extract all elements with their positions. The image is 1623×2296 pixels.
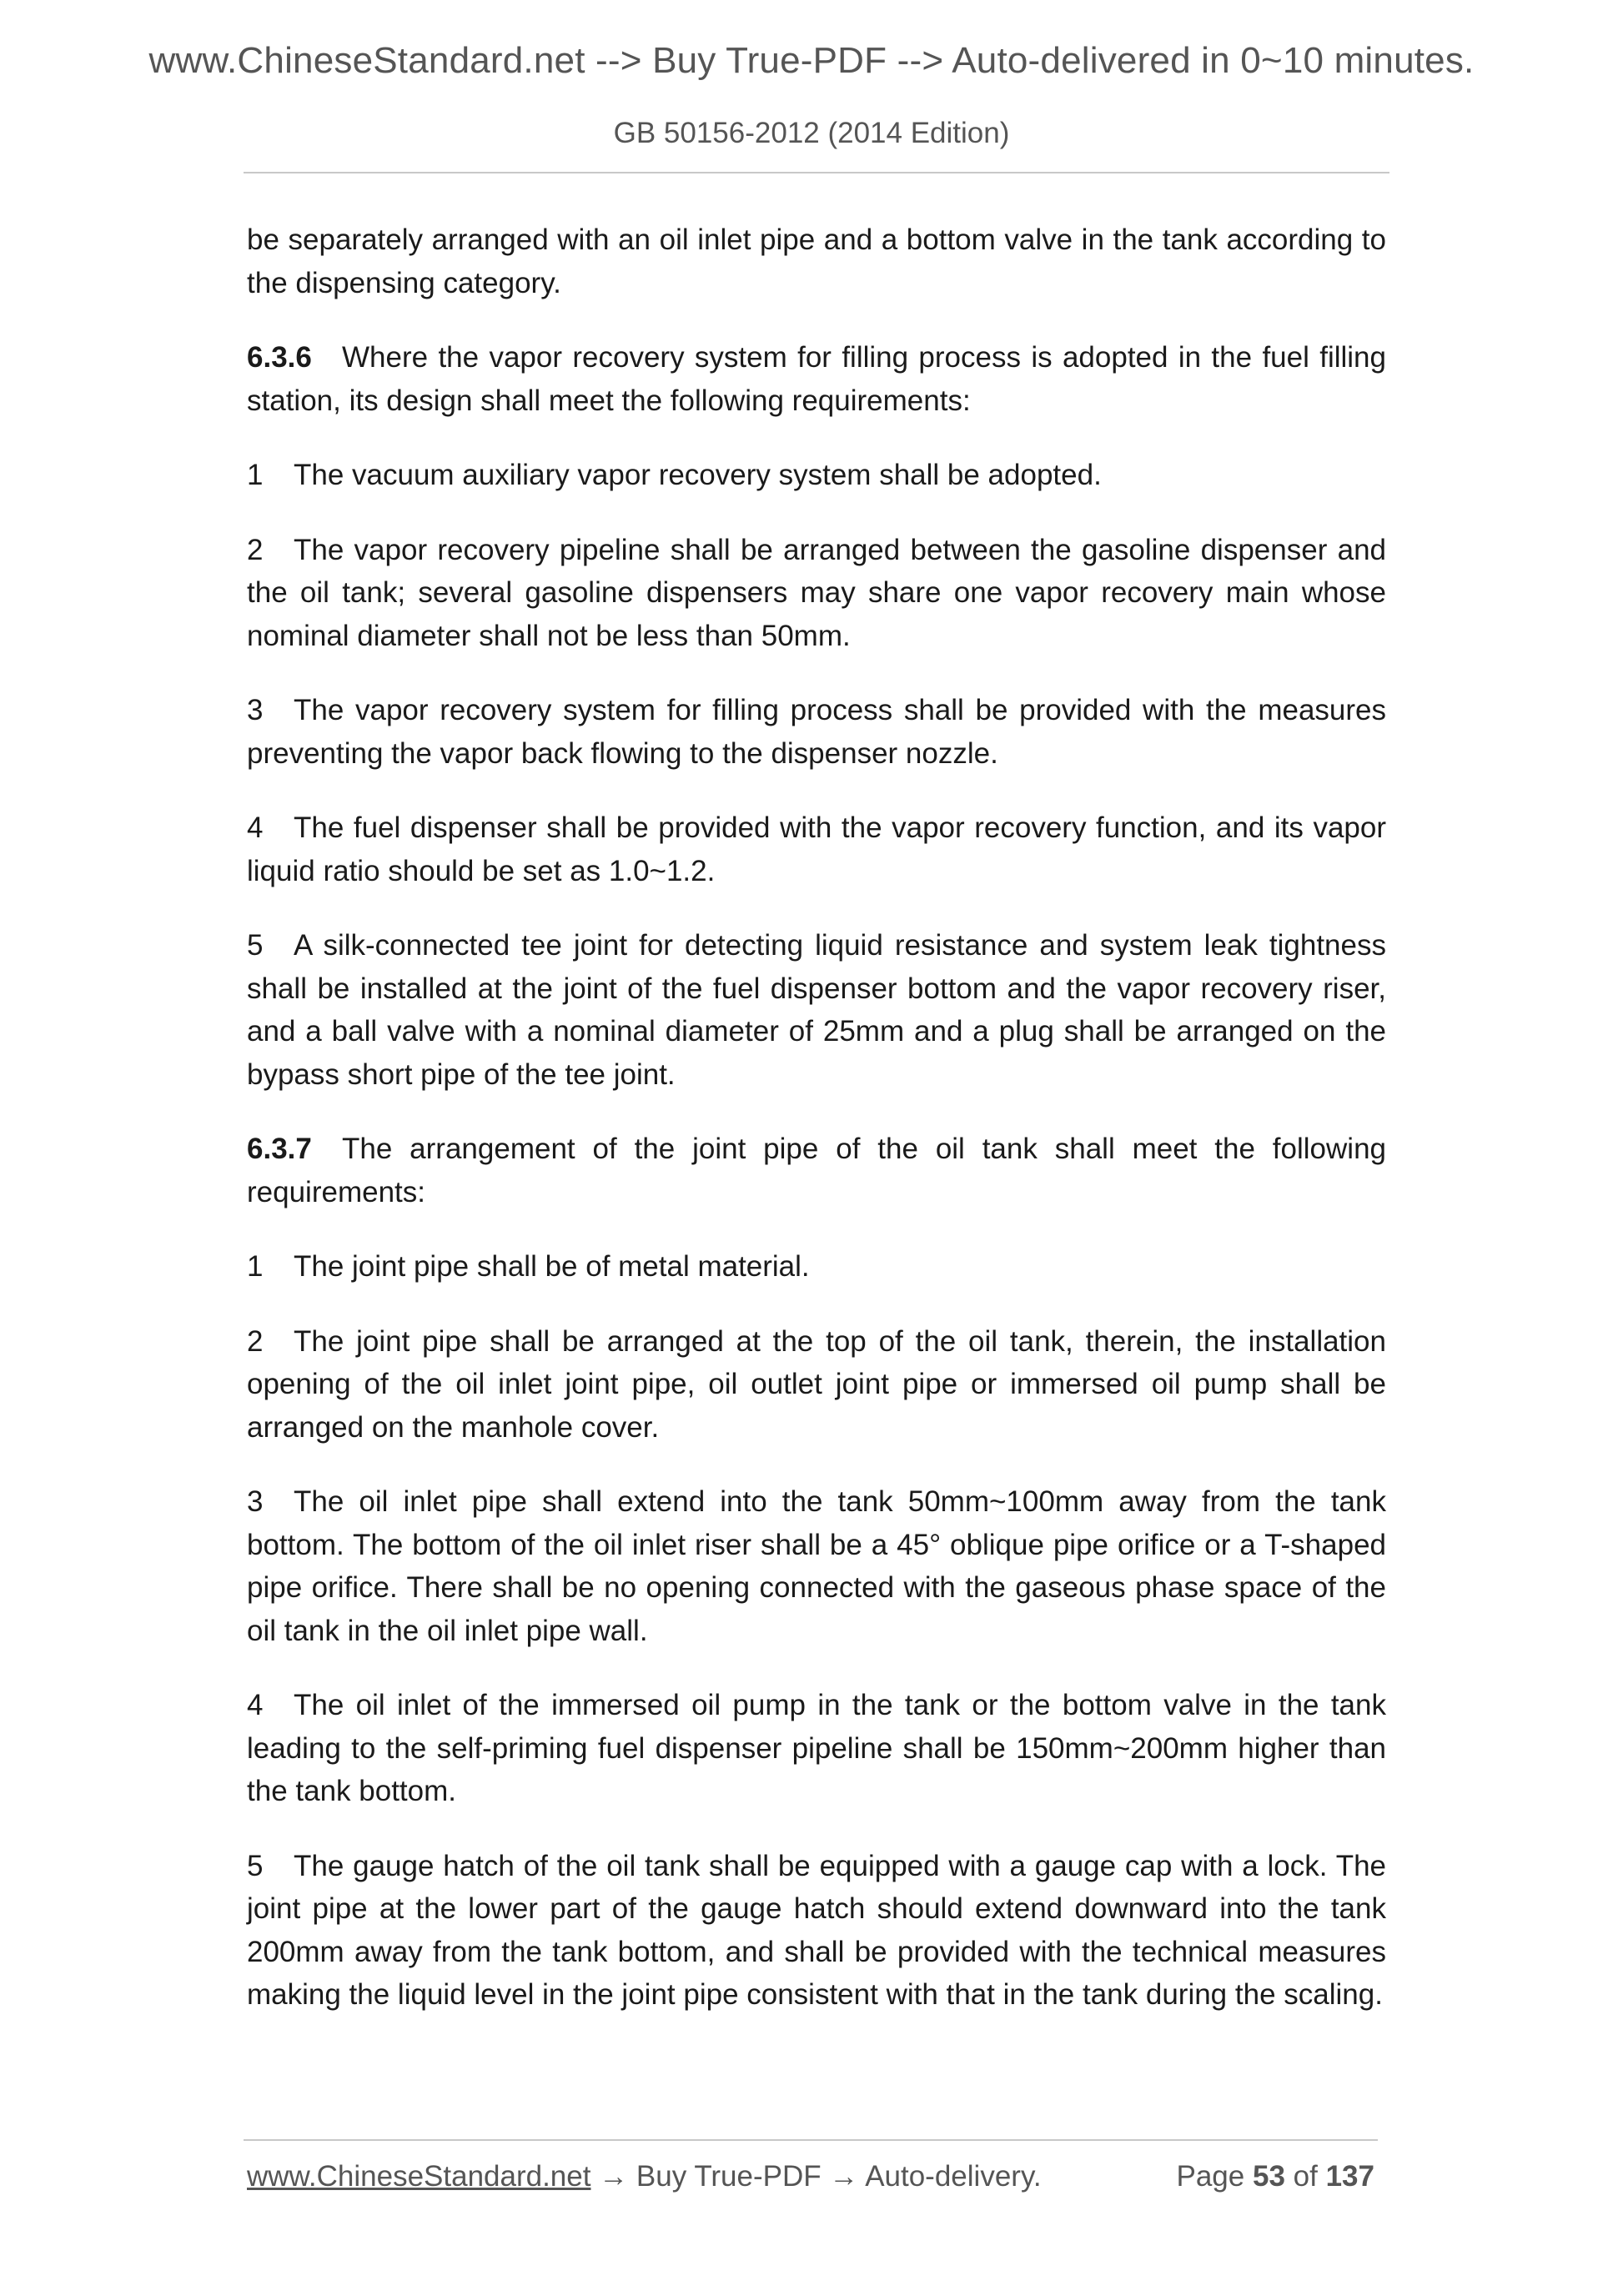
- item-number: 1: [247, 459, 264, 491]
- page-number: [1177, 2160, 1375, 2193]
- item-number: 3: [247, 1485, 264, 1518]
- clause-6-3-7: [247, 1128, 1386, 1213]
- top-banner[interactable]: www.ChineseStandard.net --> Buy True-PDF --> Auto-delivered in 0~10 minutes.: [148, 40, 1475, 81]
- item-text: The gauge hatch of the oil tank shall be equipped with a gauge cap with a lock. The joint pipe at the lower part of the gauge hatch should extend downward into the tank 200mm away from the tank bottom, and shall be provided with the technical measures making the liquid level in the joint pipe consistent with that in the tank during the scaling.: [247, 1849, 1386, 2011]
- list-item: [247, 1684, 1386, 1813]
- item-number: 4: [247, 811, 264, 844]
- item-number: 3: [247, 694, 264, 726]
- list-item: [247, 806, 1386, 892]
- list-item: [247, 529, 1386, 658]
- list-item: [247, 454, 1386, 497]
- item-text: The joint pipe shall be arranged at the top of the oil tank, therein, the installation opening of the oil inlet joint pipe, oil outlet joint pipe or immersed oil pump shall be arranged on the manhole cover.: [247, 1324, 1386, 1444]
- item-number: 2: [247, 533, 264, 566]
- footer-site-link[interactable]: www.ChineseStandard.net: [247, 2160, 591, 2193]
- page-label: Page: [1176, 2160, 1245, 2193]
- page-total: 137: [1325, 2160, 1374, 2193]
- continuation-paragraph: be separately arranged with an oil inlet pipe and a bottom valve in the tank according to the dispensing category.: [247, 224, 1386, 299]
- item-text: The vapor recovery pipeline shall be arranged between the gasoline dispenser and the oil tank; several gasoline dispensers may share one vapor recovery main whose nominal diameter shall not be less than 50mm.: [247, 533, 1386, 652]
- of-label: of: [1293, 2160, 1318, 2193]
- list-item: [247, 924, 1386, 1096]
- footer-buy-text: Buy True-PDF: [636, 2160, 822, 2193]
- clause-text: The arrangement of the joint pipe of the oil tank shall meet the following requirements:: [247, 1133, 1386, 1208]
- item-number: 5: [247, 929, 264, 962]
- item-number: 1: [247, 1250, 264, 1283]
- clause-6-3-6: [247, 336, 1386, 422]
- item-number: 4: [247, 1689, 264, 1721]
- list-item: [247, 689, 1386, 775]
- item-text: A silk-connected tee joint for detecting liquid resistance and system leak tightness shall be installed at the joint of the fuel dispenser bottom and the vapor recovery riser, and a ball valve with a nominal diameter of 25mm and a plug shall be arranged on the bypass short pipe of the tee joint.: [247, 929, 1386, 1091]
- list-item: [247, 1480, 1386, 1652]
- page-current: 53: [1252, 2160, 1285, 2193]
- footer-links: [247, 2160, 1042, 2193]
- clause-number: 6.3.6: [247, 341, 312, 374]
- item-text: The oil inlet pipe shall extend into the tank 50mm~100mm away from the tank bottom. The bottom of the oil inlet riser shall be a 45° oblique pipe orifice or a T-shaped pipe orifice. There shall be no opening connected with the gaseous phase space of the oil tank in the oil inlet pipe wall.: [247, 1485, 1386, 1647]
- footer-auto-text: Auto-delivery.: [865, 2160, 1042, 2193]
- list-item: [247, 1245, 1386, 1289]
- item-number: 5: [247, 1849, 264, 1882]
- arrow-icon: →: [821, 2160, 866, 2193]
- item-text: The vacuum auxiliary vapor recovery system shall be adopted.: [294, 459, 1102, 491]
- clause-text: Where the vapor recovery system for filling process is adopted in the fuel filling station, its design shall meet the following requirements:: [247, 341, 1386, 417]
- item-text: The vapor recovery system for filling process shall be provided with the measures preventing the vapor back flowing to the dispenser nozzle.: [247, 694, 1386, 770]
- item-text: The fuel dispenser shall be provided with the vapor recovery function, and its vapor liquid ratio should be set as 1.0~1.2.: [247, 811, 1386, 887]
- arrow-icon: →: [590, 2160, 636, 2193]
- header-divider: [244, 172, 1389, 173]
- item-text: The oil inlet of the immersed oil pump in the tank or the bottom valve in the tank leading to the self-priming fuel dispenser pipeline shall be 150mm~200mm higher than the tank bottom.: [247, 1689, 1386, 1807]
- document-id: GB 50156-2012 (2014 Edition): [613, 117, 1010, 149]
- footer-divider: [244, 2139, 1378, 2141]
- list-item: [247, 1320, 1386, 1449]
- clause-number: 6.3.7: [247, 1133, 312, 1165]
- list-item: [247, 1845, 1386, 2017]
- item-text: The joint pipe shall be of metal material.: [294, 1250, 810, 1283]
- item-number: 2: [247, 1324, 264, 1358]
- page-content: [247, 219, 1386, 2048]
